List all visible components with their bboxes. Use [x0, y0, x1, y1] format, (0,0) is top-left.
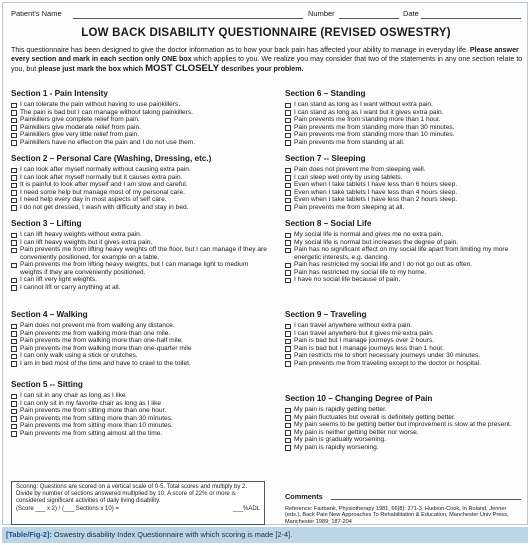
checkbox[interactable]	[11, 331, 17, 337]
option-item[interactable]	[285, 322, 523, 330]
comments-field[interactable]	[331, 499, 521, 500]
scoring-box	[11, 481, 265, 525]
checkbox[interactable]	[285, 346, 291, 352]
option-item[interactable]	[11, 174, 269, 182]
intro-paragraph	[11, 46, 523, 75]
option-item[interactable]	[285, 139, 523, 147]
section-10	[285, 394, 523, 451]
option-item[interactable]	[285, 231, 523, 239]
checkbox[interactable]	[11, 409, 17, 415]
option-label: Painkillers give complete relief from pain.	[20, 116, 140, 123]
option-item[interactable]	[11, 261, 269, 276]
option-label: I can travel anywhere but it gives me extra pain.	[294, 329, 434, 337]
option-item[interactable]	[285, 345, 523, 353]
option-label: Painkillers have no effect on the pain and I do not use them.	[20, 138, 196, 146]
number-label: Number	[308, 9, 335, 18]
comments-label: Comments	[285, 492, 323, 501]
option-label: I can lift heavy weights but it gives extra pain.	[20, 238, 153, 246]
checkbox[interactable]	[11, 198, 17, 204]
scoring-formula-right: ___%ADL	[232, 506, 260, 512]
section-title: Section 8 – Social Life	[285, 219, 372, 228]
option-label: I have no social life because of pain.	[294, 276, 401, 283]
checkbox[interactable]	[285, 248, 291, 254]
option-item[interactable]	[285, 414, 523, 422]
option-label: I can only walk using a stick or crutches.	[20, 352, 138, 359]
option-item[interactable]	[285, 352, 523, 360]
intro-text-4: please just mark the box which	[38, 65, 146, 74]
option-label: Pain has restricted my social life and I do not go out as often.	[294, 261, 473, 268]
checkbox[interactable]	[11, 125, 17, 131]
option-label: Painkillers give very little relief from pain.	[20, 131, 140, 138]
option-label: Pain prevents me from lifting heavy weights, but I can manage light to medium weights if they are conveniently positioned.	[20, 261, 249, 276]
option-item[interactable]	[11, 284, 269, 292]
checkbox[interactable]	[285, 110, 291, 116]
section-title: Section 10 – Changing Degree of Pain	[285, 394, 433, 403]
option-item[interactable]	[285, 181, 523, 189]
option-item[interactable]	[285, 276, 523, 284]
checkbox[interactable]	[285, 263, 291, 269]
date-field[interactable]	[421, 18, 521, 19]
option-label: Pain is bad but I manage journeys less than 1 hour.	[294, 344, 444, 352]
option-item[interactable]	[11, 337, 269, 345]
section-9	[285, 310, 523, 367]
option-item[interactable]	[285, 174, 523, 182]
scoring-formula	[16, 506, 260, 513]
checkbox[interactable]	[285, 198, 291, 204]
option-label: I need help every day in most aspects of self care.	[20, 196, 167, 203]
checkbox[interactable]	[285, 438, 291, 444]
option-item[interactable]	[11, 124, 269, 132]
option-item[interactable]	[11, 101, 269, 109]
checkbox[interactable]	[285, 233, 291, 239]
intro-text-5: MOST CLOSELY	[145, 63, 220, 75]
option-item[interactable]	[285, 421, 523, 429]
option-item[interactable]	[285, 269, 523, 277]
checkbox[interactable]	[11, 248, 17, 254]
checkbox[interactable]	[11, 205, 17, 211]
option-item[interactable]	[11, 322, 269, 330]
checkbox[interactable]	[11, 285, 17, 291]
figure-caption	[2, 527, 528, 543]
option-label: Painkillers give moderate relief from pain.	[20, 123, 141, 131]
section-6	[285, 89, 523, 146]
checkbox[interactable]	[285, 190, 291, 196]
checkbox[interactable]	[11, 361, 17, 367]
option-label: My pain seems to be getting better but improvement is slow at the present.	[294, 421, 512, 428]
section-8	[285, 219, 523, 284]
section-title: Section 4 – Walking	[11, 310, 88, 319]
option-label: Pain prevents me from sitting almost all the time.	[20, 429, 163, 437]
page-title: LOW BACK DISABILITY QUESTIONNAIRE (REVISED OSWESTRY)	[81, 27, 451, 39]
scoring-text: Scoring: Questions are scored on a vertical scale of 0-5. Total scores and multiply by 2. Divide by number of sections answered multiplied by 10. A score of 22% or more is considered significant activities of daily living disability.	[16, 484, 248, 504]
checkbox[interactable]	[285, 168, 291, 174]
option-item[interactable]	[285, 204, 523, 212]
option-item[interactable]	[11, 181, 269, 189]
patient-name-field[interactable]	[73, 18, 303, 19]
option-label: Even when I take tablets I have less than 2 hours sleep.	[294, 196, 458, 203]
section-title: Section 5 -- Sitting	[11, 380, 83, 389]
checkbox[interactable]	[285, 361, 291, 367]
option-label: My pain is rapidly getting better.	[294, 406, 387, 413]
checkbox[interactable]	[285, 339, 291, 345]
option-item[interactable]	[285, 124, 523, 132]
option-label: Pain prevents me from sleeping at all.	[294, 203, 405, 211]
option-item[interactable]	[11, 239, 269, 247]
option-item[interactable]	[11, 407, 269, 415]
option-label: I can look after myself normally but it causes extra pain.	[20, 173, 183, 181]
option-item[interactable]	[285, 337, 523, 345]
patient-name-label: Patient's Name	[11, 9, 62, 18]
checkbox[interactable]	[11, 168, 17, 174]
option-label: My pain is neither getting better nor worse.	[294, 428, 419, 436]
date-label: Date	[403, 9, 419, 18]
section-3	[11, 219, 269, 291]
section-2	[11, 154, 269, 211]
option-label: Pain prevents me from standing at all.	[294, 138, 405, 146]
checkbox[interactable]	[11, 110, 17, 116]
option-item[interactable]	[11, 345, 269, 353]
option-label: I can only sit in my favorite chair as long as I like	[20, 399, 162, 407]
checkbox[interactable]	[285, 408, 291, 414]
option-item[interactable]	[11, 330, 269, 338]
option-label: Pain prevents me from standing more than 1 hour.	[294, 116, 441, 123]
checkbox[interactable]	[11, 394, 17, 400]
option-label: Pain prevents me from walking more than one-quarter mile	[20, 344, 192, 352]
intro-text-2: Please answer every section and mark in each section only ONE box	[11, 46, 519, 64]
checkbox[interactable]	[285, 140, 291, 146]
option-item[interactable]	[11, 196, 269, 204]
checkbox[interactable]	[285, 183, 291, 189]
header-fields	[11, 9, 523, 23]
reference-text: Reference: Fairbank, Physiotherapy 1981; 66(8): 271-3. Hudson-Cook, In Roland, Jenner (eds.), Back Pain New Approaches To Rehabilitation & Education, Manchester Univ Press, Manchester 1989; 187-204	[285, 506, 509, 525]
section-title: Section 2 – Personal Care (Washing, Dressing, etc.)	[11, 154, 212, 163]
option-label: Pain prevents me from lifting heavy weights off the floor, but I can manage if they are conveniently positioned, for example on a table.	[20, 246, 267, 261]
option-item[interactable]	[11, 400, 269, 408]
option-label: Pain prevents me from sitting more than 30 minutes.	[20, 414, 173, 422]
option-label: I do not get dressed, I wash with difficulty and stay in bed.	[20, 203, 189, 211]
option-label: I can tolerate the pain without having to use painkillers.	[20, 101, 181, 108]
option-item[interactable]	[11, 231, 269, 239]
option-label: I can travel anywhere without extra pain.	[294, 322, 413, 329]
option-item[interactable]	[285, 436, 523, 444]
checkbox[interactable]	[11, 240, 17, 246]
option-label: I can stand as long as I want without extra pain.	[294, 101, 433, 108]
checkbox[interactable]	[11, 133, 17, 139]
option-item[interactable]	[285, 116, 523, 124]
checkbox[interactable]	[11, 190, 17, 196]
section-title: Section 3 – Lifting	[11, 219, 82, 228]
option-item[interactable]	[11, 352, 269, 360]
checkbox[interactable]	[285, 331, 291, 337]
option-label: Even when I take tablets I have less than 4 hours sleep.	[294, 188, 458, 196]
checkbox[interactable]	[285, 278, 291, 284]
option-item[interactable]	[285, 189, 523, 197]
option-label: Pain prevents me from sitting more than one hour.	[20, 407, 167, 414]
option-label: My pain is rapidly worsening.	[294, 443, 379, 451]
option-label: Pain restricts me to short necessary journeys under 30 minutes.	[294, 352, 481, 359]
checkbox[interactable]	[285, 430, 291, 436]
option-label: It is painful to look after myself and I am slow and careful.	[20, 181, 188, 188]
option-label: I am in bed most of the time and have to crawl to the toilet.	[20, 359, 191, 367]
option-label: I can sleep well only by using tablets.	[294, 173, 403, 181]
checkbox[interactable]	[285, 415, 291, 421]
option-label: I can lift heavy weights without extra pain.	[20, 231, 142, 238]
section-1	[11, 89, 269, 146]
intro-text-6: describes your problem.	[219, 65, 304, 74]
section-title: Section 6 – Standing	[285, 89, 366, 98]
section-7	[285, 154, 523, 211]
option-item[interactable]	[11, 109, 269, 117]
option-label: My social life is normal and gives me no extra pain.	[294, 231, 444, 238]
option-item[interactable]	[285, 246, 523, 261]
questionnaire-sheet	[2, 2, 528, 525]
option-item[interactable]	[285, 131, 523, 139]
checkbox[interactable]	[285, 103, 291, 109]
checkbox[interactable]	[285, 118, 291, 124]
checkbox[interactable]	[11, 233, 17, 239]
option-item[interactable]	[285, 196, 523, 204]
checkbox[interactable]	[285, 240, 291, 246]
option-label: My social life is normal but increases the degree of pain.	[294, 238, 459, 246]
option-item[interactable]	[11, 204, 269, 212]
option-label: Pain is bad but I manage journeys over 2 hours.	[294, 337, 435, 344]
option-item[interactable]	[285, 261, 523, 269]
checkbox[interactable]	[11, 339, 17, 345]
checkbox[interactable]	[11, 263, 17, 269]
option-label: Pain prevents me from traveling except to the doctor or hospital.	[294, 359, 481, 367]
option-label: Even when I take tablets I have less than 6 hours sleep.	[294, 181, 458, 188]
option-item[interactable]	[285, 166, 523, 174]
option-label: Pain does not prevent me from walking any distance.	[20, 322, 175, 329]
option-item[interactable]	[11, 276, 269, 284]
checkbox[interactable]	[285, 205, 291, 211]
option-item[interactable]	[285, 444, 523, 452]
option-label: Pain has restricted my social life to my home.	[294, 268, 427, 276]
option-label: I cannot lift or carry anything at all.	[20, 283, 121, 291]
section-title: Section 9 – Traveling	[285, 310, 367, 319]
option-item[interactable]	[285, 406, 523, 414]
option-label: I can lift very light weights.	[20, 276, 97, 283]
caption-tag: [Table/Fig-2]:	[6, 530, 52, 539]
checkbox[interactable]	[11, 346, 17, 352]
checkbox[interactable]	[285, 324, 291, 330]
checkbox[interactable]	[285, 270, 291, 276]
checkbox[interactable]	[11, 175, 17, 181]
scoring-formula-left: (Score ___ x 2) / (___ Sections x 10) =	[16, 506, 119, 512]
option-item[interactable]	[285, 360, 523, 368]
checkbox[interactable]	[11, 278, 17, 284]
section-title: Section 1 - Pain Intensity	[11, 89, 108, 98]
option-label: Pain has no significant effect on my social life apart from limiting my more energetic interests, e.g. dancing.	[294, 246, 509, 261]
section-4	[11, 310, 269, 367]
option-label: Pain prevents me from standing more than 10 minutes.	[294, 131, 455, 138]
option-label: Pain prevents me from walking more than one mile.	[20, 329, 171, 337]
option-label: Pain prevents me from walking more than one-half mile.	[20, 337, 184, 344]
intro-text-3: which applies to you. We realize you may consider that two of the statements in any one section relate to you, but	[11, 55, 523, 74]
option-item[interactable]	[11, 246, 269, 261]
option-item[interactable]	[11, 415, 269, 423]
checkbox[interactable]	[285, 423, 291, 429]
checkbox[interactable]	[11, 354, 17, 360]
option-item[interactable]	[11, 139, 269, 147]
checkbox[interactable]	[11, 401, 17, 407]
option-label: My pain fluctuates but overall is definitely getting better.	[294, 413, 456, 421]
section-title: Section 7 -- Sleeping	[285, 154, 366, 163]
checkbox[interactable]	[285, 133, 291, 139]
checkbox[interactable]	[11, 183, 17, 189]
checkbox[interactable]	[285, 354, 291, 360]
caption-text: Oswestry disability Index Questionnaire with which scoring is made [2-4].	[51, 530, 293, 539]
checkbox[interactable]	[11, 424, 17, 430]
checkbox[interactable]	[11, 416, 17, 422]
option-label: Pain prevents me from standing more than 30 minutes.	[294, 123, 455, 131]
option-label: My pain is gradually worsening.	[294, 436, 386, 443]
option-item[interactable]	[11, 189, 269, 197]
option-item[interactable]	[11, 360, 269, 368]
option-label: Pain does not prevent me from sleeping well.	[294, 166, 426, 173]
option-item[interactable]	[11, 430, 269, 438]
option-item[interactable]	[11, 116, 269, 124]
checkbox[interactable]	[11, 324, 17, 330]
comments	[285, 492, 523, 501]
option-label: I can look after myself normally without causing extra pain.	[20, 166, 191, 173]
checkbox[interactable]	[11, 103, 17, 109]
option-item[interactable]	[285, 101, 523, 109]
checkbox[interactable]	[11, 140, 17, 146]
option-item[interactable]	[11, 392, 269, 400]
option-item[interactable]	[11, 131, 269, 139]
option-item[interactable]	[285, 239, 523, 247]
number-field[interactable]	[339, 18, 399, 19]
option-label: The pain is bad but I can manage without taking painkillers.	[20, 108, 194, 116]
option-label: I need some help but manage most of my personal care.	[20, 188, 185, 196]
option-label: I can stand as long as I want but it gives extra pain.	[294, 108, 444, 116]
checkbox[interactable]	[285, 175, 291, 181]
section-5	[11, 380, 269, 437]
intro-text-1: This questionnaire has been designed to give the doctor information as to how your back pain has affected your ability to manage in everyday life.	[11, 46, 470, 54]
checkbox[interactable]	[285, 445, 291, 451]
option-item[interactable]	[285, 109, 523, 117]
option-label: I can sit in any chair as long as I like	[20, 392, 126, 399]
option-item[interactable]	[11, 166, 269, 174]
checkbox[interactable]	[285, 125, 291, 131]
option-item[interactable]	[11, 422, 269, 430]
option-label: Pain prevents me from sitting more than 10 minutes.	[20, 422, 173, 429]
option-item[interactable]	[285, 330, 523, 338]
checkbox[interactable]	[11, 118, 17, 124]
option-item[interactable]	[285, 429, 523, 437]
checkbox[interactable]	[11, 431, 17, 437]
